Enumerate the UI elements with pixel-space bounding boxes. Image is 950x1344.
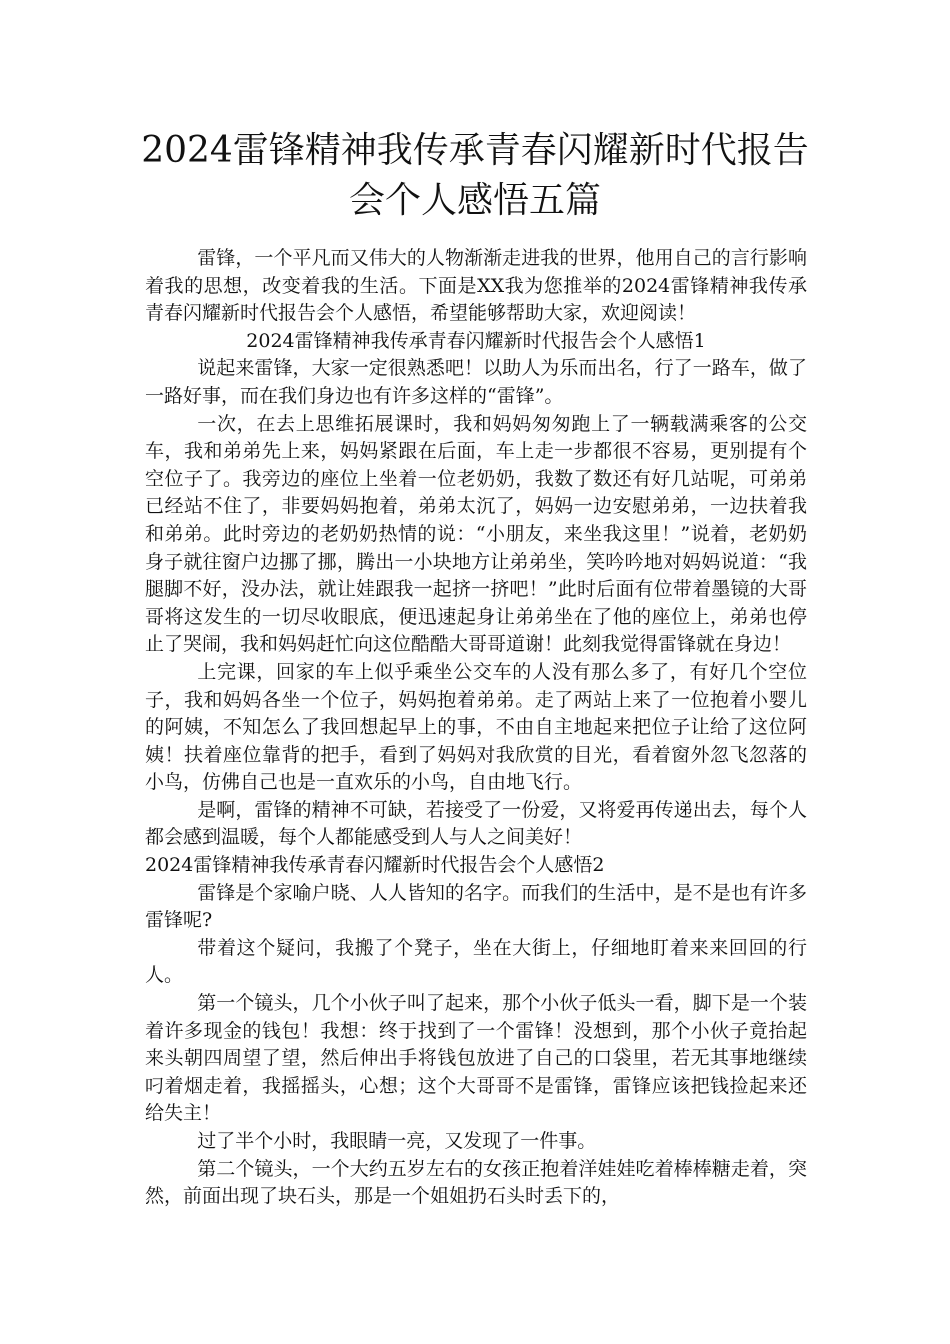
document-title xyxy=(120,126,830,226)
body-paragraph: 说起来雷锋，大家一定很熟悉吧！以助人为乐而出名，行了一路车，做了一路好事，而在我们身边也有许多这样的“雷锋”。 xyxy=(145,357,807,407)
section-heading-2: 2024雷锋精神我传承青春闪耀新时代报告会个人感悟2 xyxy=(145,854,605,877)
body-paragraph: 雷锋是个家喻户晓、人人皆知的名字。而我们的生活中，是不是也有许多雷锋呢? xyxy=(145,881,807,932)
body-paragraph: 上完课，回家的车上似乎乘坐公交车的人没有那么多了，有好几个空位子，我和妈妈各坐一个位子，妈妈抱着弟弟。走了两站上来了一位抱着小婴儿的阿姨，不知怎么了我回想起早上的事，不由自主地起来把位子让给了这位阿姨！扶着座位靠背的把手，看到了妈妈对我欣赏的目光，看着窗外忽飞忽落的小鸟，仿佛自己也是一直欢乐的小鸟，自由地飞行。 xyxy=(145,660,807,794)
body-paragraph: 过了半个小时，我眼睛一亮，又发现了一件事。 xyxy=(197,1130,597,1152)
document-body xyxy=(145,245,807,1211)
body-paragraph: 带着这个疑问，我搬了个凳子，坐在大街上，仔细地盯着来来回回的行人。 xyxy=(145,936,807,987)
body-paragraph: 第二个镜头，一个大约五岁左右的女孩正抱着洋娃娃吃着棒棒糖走着，突然，前面出现了块石头，那是一个姐姐扔石头时丢下的， xyxy=(145,1157,807,1208)
body-paragraph: 一次，在去上思维拓展课时，我和妈妈匆匆跑上了一辆载满乘客的公交车，我和弟弟先上来，妈妈紧跟在后面，车上走一步都很不容易，更别提有个空位子了。我旁边的座位上坐着一位老奶奶，我数了数还有好几站呢，可弟弟已经站不住了，非要妈妈抱着，弟弟太沉了，妈妈一边安慰弟弟，一边扶着我和弟弟。此时旁边的老奶奶热情的说：“小朋友，来坐我这里！”说着，老奶奶身子就往窗户边挪了挪，腾出一小块地方让弟弟坐，笑吟吟地对妈妈说道：“我腿脚不好，没办法，就让娃跟我一起挤一挤吧！”此时后面有位带着墨镜的大哥哥将这发生的一切尽收眼底，便迅速起身让弟弟坐在了他的座位上，弟弟也停止了哭闹，我和妈妈赶忙向这位酷酷大哥哥道谢！此刻我觉得雷锋就在身边！ xyxy=(145,412,807,656)
title-line-2: 会个人感悟五篇 xyxy=(348,180,601,221)
section-heading-1: 2024雷锋精神我传承青春闪耀新时代报告会个人感悟1 xyxy=(246,329,706,352)
body-paragraph: 第一个镜头，几个小伙子叫了起来，那个小伙子低头一看，脚下是一个装着许多现金的钱包！我想：终于找到了一个雷锋！没想到，那个小伙子竟抬起来头朝四周望了望，然后伸出手将钱包放进了自己的口袋里，若无其事地继续叼着烟走着，我摇摇头，心想；这个大哥哥不是雷锋，雷锋应该把钱捡起来还给失主！ xyxy=(145,992,807,1125)
title-line-1: 2024雷锋精神我传承青春闪耀新时代报告 xyxy=(141,130,809,171)
intro-paragraph: 雷锋，一个平凡而又伟大的人物渐渐走进我的世界，他用自己的言行影响着我的思想，改变着我的生活。下面是XX我为您推举的2024雷锋精神我传承青春闪耀新时代报告会个人感悟，希望能够帮助大家，欢迎阅读！ xyxy=(145,247,807,325)
body-paragraph: 是啊，雷锋的精神不可缺，若接受了一份爱，又将爱再传递出去，每个人都会感到温暖，每个人都能感受到人与人之间美好！ xyxy=(145,798,807,849)
